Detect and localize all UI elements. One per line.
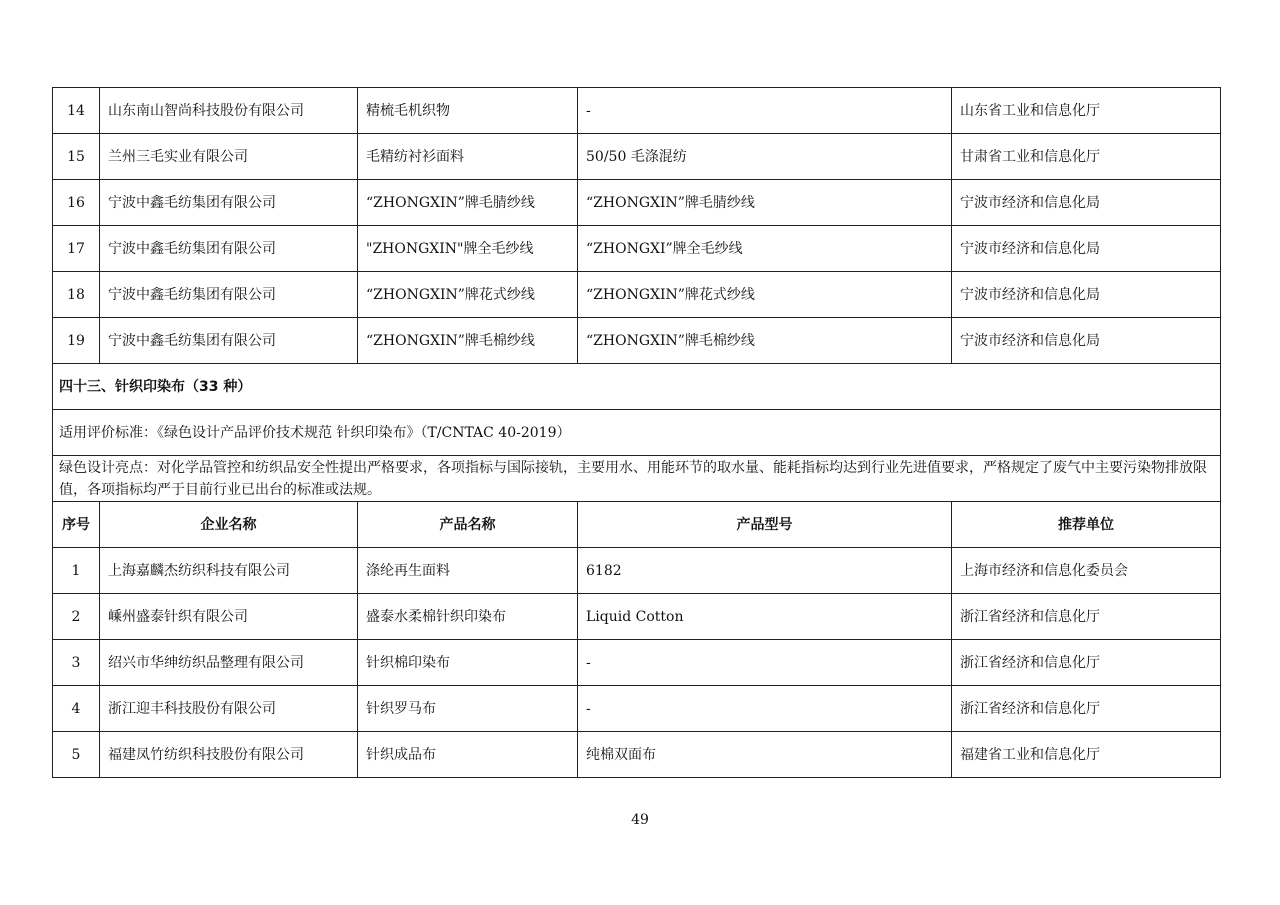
row-number: 18: [53, 272, 100, 318]
table-row: [53, 732, 1221, 778]
product-name: "ZHONGXIN"牌全毛纱线: [358, 226, 578, 272]
product-model: -: [578, 640, 952, 686]
company-name: 宁波中鑫毛纺集团有限公司: [100, 272, 358, 318]
table-row: [53, 226, 1221, 272]
product-name: “ZHONGXIN”牌毛腈纱线: [358, 180, 578, 226]
company-name: 上海嘉麟杰纺织科技有限公司: [100, 548, 358, 594]
company-name: 宁波中鑫毛纺集团有限公司: [100, 226, 358, 272]
product-name: 针织罗马布: [358, 686, 578, 732]
row-number: 15: [53, 134, 100, 180]
row-number: 4: [53, 686, 100, 732]
page-number: 49: [631, 812, 649, 828]
company-name: 绍兴市华绅纺织品整理有限公司: [100, 640, 358, 686]
product-model: -: [578, 686, 952, 732]
table-row: [53, 180, 1221, 226]
table-header-row: [53, 502, 1221, 548]
highlights-row: [53, 456, 1221, 502]
design-highlights: 绿色设计亮点：对化学品管控和纺织品安全性提出严格要求，各项指标与国际接轨，主要用水、用能环节的取水量、能耗指标均达到行业先进值要求，严格规定了废气中主要污染物排放限值，各项指标均严于目前行业已出台的标准或法规。: [53, 456, 1221, 502]
recommending-unit: 浙江省经济和信息化厅: [952, 594, 1221, 640]
section-title: 四十三、针织印染布（33 种）: [53, 364, 1221, 410]
product-model: “ZHONGXI”牌全毛纱线: [578, 226, 952, 272]
company-name: 宁波中鑫毛纺集团有限公司: [100, 180, 358, 226]
company-name: 浙江迎丰科技股份有限公司: [100, 686, 358, 732]
product-model: 纯棉双面布: [578, 732, 952, 778]
product-model: Liquid Cotton: [578, 594, 952, 640]
table-row: [53, 318, 1221, 364]
product-name: “ZHONGXIN”牌花式纱线: [358, 272, 578, 318]
row-number: 2: [53, 594, 100, 640]
table-row: [53, 88, 1221, 134]
product-name: “ZHONGXIN”牌毛棉纱线: [358, 318, 578, 364]
header-product-name: 产品名称: [358, 502, 578, 548]
product-table: [52, 87, 1221, 778]
evaluation-standard: 适用评价标准：《绿色设计产品评价技术规范 针织印染布》（T/CNTAC 40-2019）: [53, 410, 1221, 456]
row-number: 19: [53, 318, 100, 364]
header-company: 企业名称: [100, 502, 358, 548]
product-name: 涤纶再生面料: [358, 548, 578, 594]
company-name: 嵊州盛泰针织有限公司: [100, 594, 358, 640]
table-row: [53, 640, 1221, 686]
row-number: 14: [53, 88, 100, 134]
header-product-model: 产品型号: [578, 502, 952, 548]
header-recommending-unit: 推荐单位: [952, 502, 1221, 548]
recommending-unit: 山东省工业和信息化厅: [952, 88, 1221, 134]
standard-row: [53, 410, 1221, 456]
header-index: 序号: [53, 502, 100, 548]
recommending-unit: 宁波市经济和信息化局: [952, 272, 1221, 318]
row-number: 17: [53, 226, 100, 272]
product-model: “ZHONGXIN”牌毛棉纱线: [578, 318, 952, 364]
product-model: 6182: [578, 548, 952, 594]
recommending-unit: 宁波市经济和信息化局: [952, 226, 1221, 272]
row-number: 3: [53, 640, 100, 686]
row-number: 16: [53, 180, 100, 226]
recommending-unit: 上海市经济和信息化委员会: [952, 548, 1221, 594]
recommending-unit: 宁波市经济和信息化局: [952, 180, 1221, 226]
table-row: [53, 686, 1221, 732]
product-name: 针织棉印染布: [358, 640, 578, 686]
company-name: 宁波中鑫毛纺集团有限公司: [100, 318, 358, 364]
product-name: 盛泰水柔棉针织印染布: [358, 594, 578, 640]
recommending-unit: 甘肃省工业和信息化厅: [952, 134, 1221, 180]
company-name: 福建凤竹纺织科技股份有限公司: [100, 732, 358, 778]
product-model: 50/50 毛涤混纺: [578, 134, 952, 180]
product-model: “ZHONGXIN”牌花式纱线: [578, 272, 952, 318]
product-model: -: [578, 88, 952, 134]
table-row: [53, 272, 1221, 318]
company-name: 山东南山智尚科技股份有限公司: [100, 88, 358, 134]
product-name: 毛精纺衬衫面料: [358, 134, 578, 180]
recommending-unit: 浙江省经济和信息化厅: [952, 686, 1221, 732]
company-name: 兰州三毛实业有限公司: [100, 134, 358, 180]
product-model: “ZHONGXIN”牌毛腈纱线: [578, 180, 952, 226]
table-row: [53, 548, 1221, 594]
recommending-unit: 浙江省经济和信息化厅: [952, 640, 1221, 686]
product-name: 针织成品布: [358, 732, 578, 778]
recommending-unit: 宁波市经济和信息化局: [952, 318, 1221, 364]
section-title-row: [53, 364, 1221, 410]
product-name: 精梳毛机织物: [358, 88, 578, 134]
recommending-unit: 福建省工业和信息化厅: [952, 732, 1221, 778]
row-number: 5: [53, 732, 100, 778]
row-number: 1: [53, 548, 100, 594]
table-row: [53, 594, 1221, 640]
table-row: [53, 134, 1221, 180]
